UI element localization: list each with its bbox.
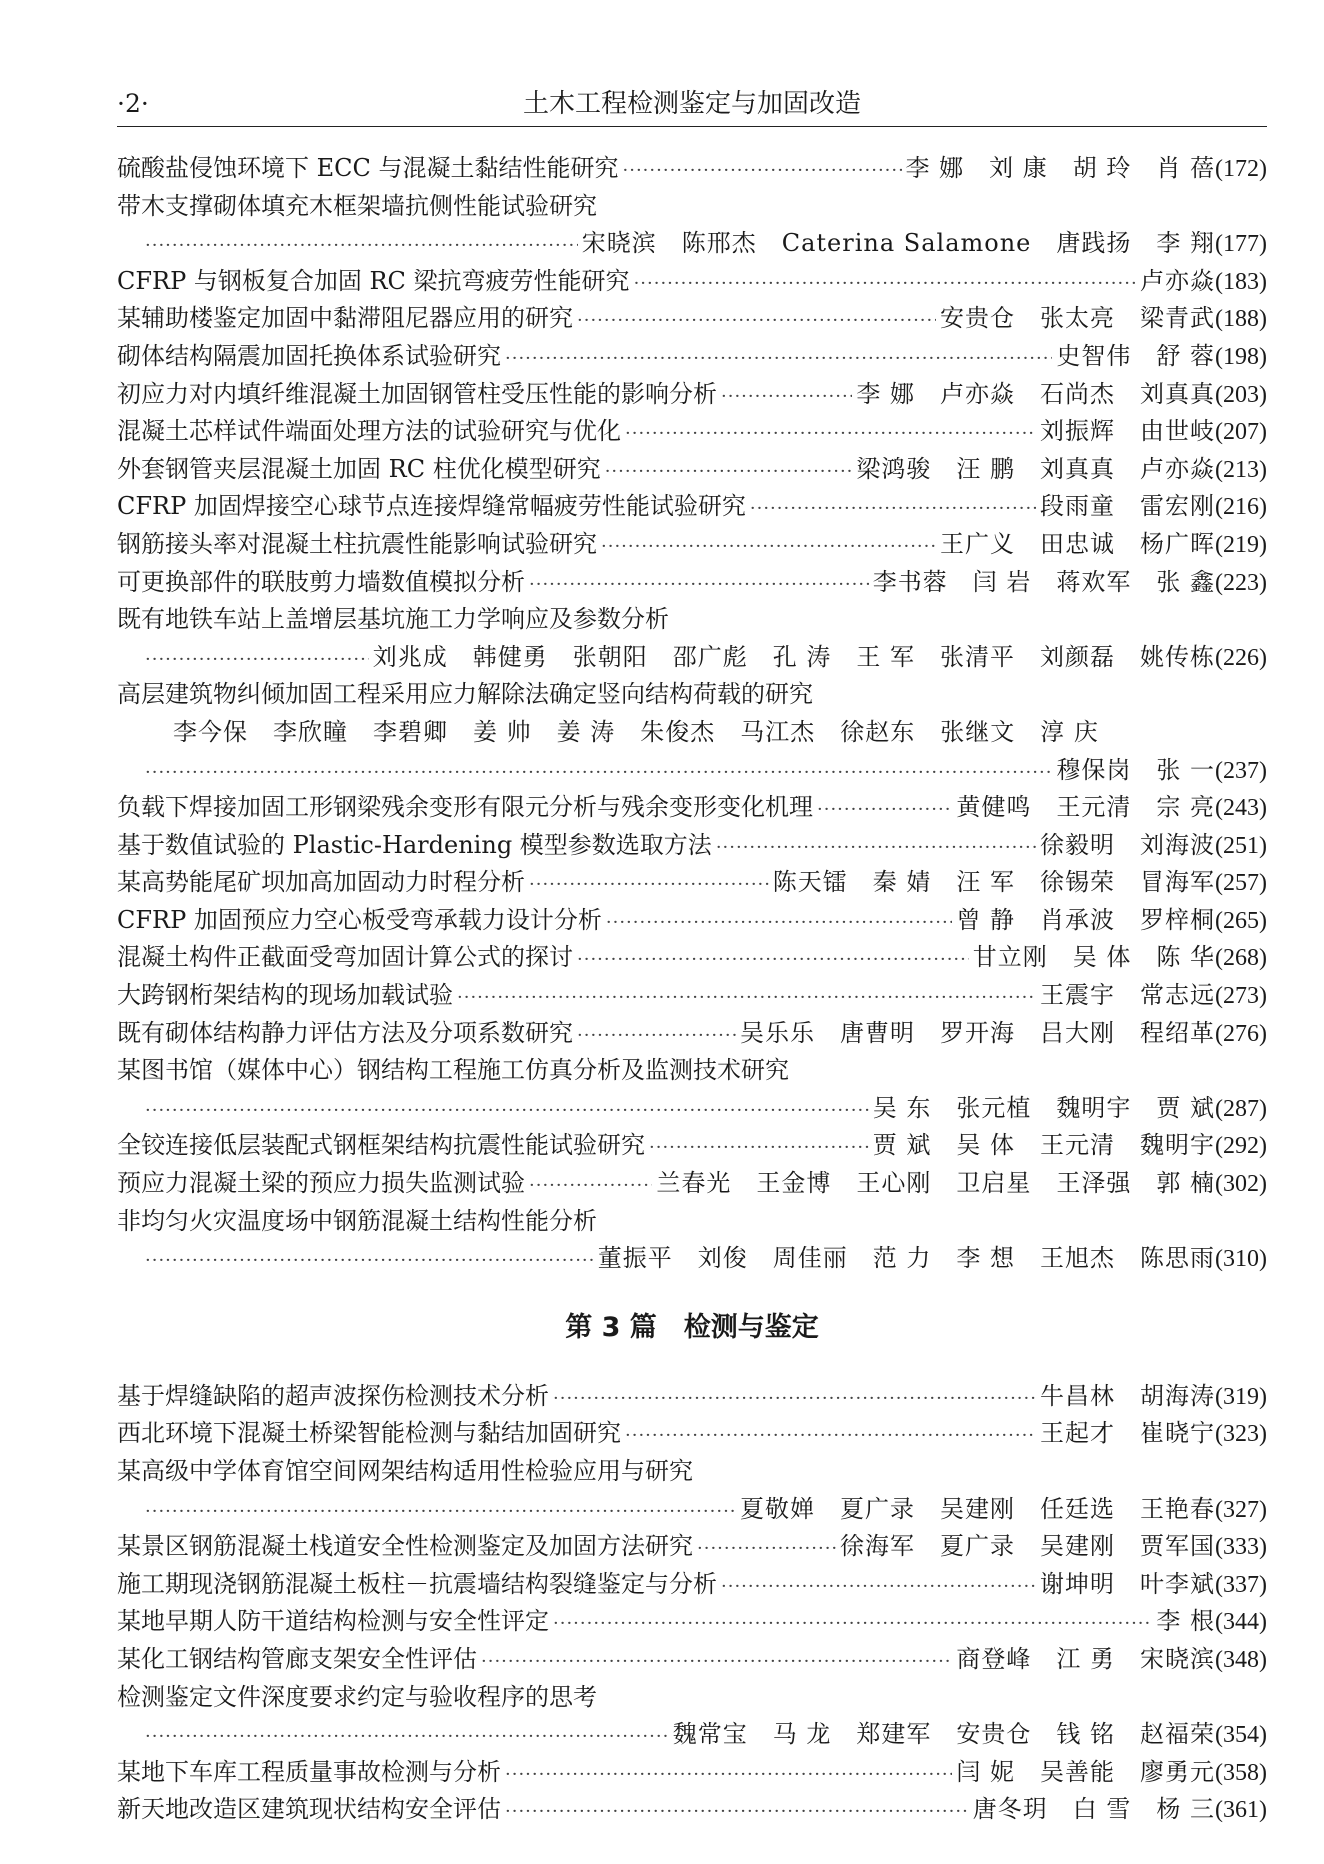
toc-entry — [117, 225, 1267, 263]
entry-page: (344) — [1215, 1609, 1267, 1636]
dot-leader — [553, 1605, 1152, 1643]
entry-page: (177) — [1215, 231, 1267, 258]
entry-title: 检测鉴定文件深度要求约定与验收程序的思考 — [117, 1682, 597, 1711]
dot-leader — [577, 1017, 736, 1055]
dot-leader — [553, 1380, 1036, 1418]
entry-title: 施工期现浇钢筋混凝土板柱－抗震墙结构裂缝鉴定与分析 — [117, 1569, 717, 1598]
toc-entry — [117, 902, 1267, 940]
entry-title: 预应力混凝土梁的预应力损失监测试验 — [117, 1169, 525, 1198]
entry-page: (276) — [1215, 1020, 1267, 1047]
dot-leader — [577, 941, 969, 979]
entry-title: 非均匀火灾温度场中钢筋混凝土结构性能分析 — [117, 1206, 597, 1235]
entry-title: 可更换部件的联肢剪力墙数值模拟分析 — [117, 567, 525, 596]
toc-entry — [117, 1203, 1267, 1241]
entry-title: 全铰连接低层装配式钢框架结构抗震性能试验研究 — [117, 1131, 645, 1160]
toc-entry — [117, 300, 1267, 338]
dot-leader — [505, 340, 1052, 378]
entry-page: (188) — [1215, 306, 1267, 333]
dot-leader — [605, 453, 853, 491]
entry-title: 高层建筑物纠倾加固工程采用应力解除法确定竖向结构荷载的研究 — [117, 680, 813, 709]
entry-page: (319) — [1215, 1383, 1267, 1410]
toc-entry — [117, 1090, 1267, 1128]
entry-authors: 梁鸿骏 汪 鹏 刘真真 卢亦焱 — [856, 454, 1216, 483]
dot-leader — [577, 302, 936, 340]
toc-entry — [117, 1453, 1267, 1491]
entry-title: 混凝土构件正截面受弯加固计算公式的探讨 — [117, 943, 573, 972]
toc-part-3 — [117, 1378, 1267, 1829]
entry-title: 某景区钢筋混凝土栈道安全性检测鉴定及加固方法研究 — [117, 1532, 693, 1561]
entry-title: 某化工钢结构管廊支架安全性评估 — [117, 1644, 477, 1673]
entry-authors: 闫 妮 吴善能 廖勇元 — [956, 1757, 1216, 1786]
entry-authors: 贾 斌 吴 体 王元清 魏明宇 — [872, 1131, 1216, 1160]
toc-entry — [117, 714, 1267, 752]
toc-entry — [117, 1378, 1267, 1416]
toc-entry — [117, 1641, 1267, 1679]
entry-authors: 李 娜 卢亦焱 石尚杰 刘真真 — [856, 379, 1216, 408]
toc-entry — [117, 1127, 1267, 1165]
entry-authors: 安贵仓 张太亮 梁青武 — [940, 304, 1216, 333]
toc-entry — [117, 1754, 1267, 1792]
dot-leader — [721, 1568, 1036, 1606]
journal-title: 土木工程检测鉴定与加固改造 — [522, 89, 861, 119]
toc-entry — [117, 1165, 1267, 1203]
toc-entry — [117, 1679, 1267, 1717]
entry-title: 带木支撑砌体填充木框架墙抗侧性能试验研究 — [117, 191, 597, 220]
entry-title: 新天地改造区建筑现状结构安全评估 — [117, 1795, 501, 1824]
entry-page: (273) — [1215, 983, 1267, 1010]
entry-authors: 李 娜 刘 康 胡 玲 肖 蓓 — [905, 154, 1216, 182]
entry-authors: 李今保 李欣瞳 李碧卿 姜 帅 姜 涛 朱俊杰 马江杰 徐赵东 张继文 淳 庆 — [173, 717, 1099, 746]
toc-entry — [117, 1491, 1267, 1529]
entry-authors: 董振平 刘俊 周佳丽 范 力 李 想 王旭杰 陈思雨 — [597, 1244, 1216, 1273]
entry-title: 初应力对内填纤维混凝土加固钢管柱受压性能的影响分析 — [117, 379, 717, 408]
entry-page: (172) — [1215, 156, 1267, 182]
dot-leader — [601, 528, 936, 566]
entry-authors: 史智伟 舒 蓉 — [1056, 341, 1216, 370]
dot-leader — [145, 1242, 594, 1280]
toc-entry — [117, 789, 1267, 827]
toc-entry — [117, 977, 1267, 1015]
entry-title: 西北环境下混凝土桥梁智能检测与黏结加固研究 — [117, 1419, 621, 1448]
dot-leader — [625, 415, 1036, 453]
entry-page: (251) — [1215, 832, 1267, 859]
dot-leader — [625, 1417, 1036, 1455]
toc-entry — [117, 150, 1267, 188]
entry-authors: 王震宇 常志远 — [1040, 981, 1216, 1010]
dot-leader — [145, 227, 578, 265]
entry-authors: 魏常宝 马 龙 郑建军 安贵仓 钱 铭 赵福荣 — [672, 1720, 1216, 1749]
entry-authors: 王广义 田忠诚 杨广晖 — [940, 529, 1216, 558]
entry-authors: 兰春光 王金博 王心刚 卫启星 王泽强 郭 楠 — [656, 1169, 1216, 1198]
dot-leader — [481, 1643, 952, 1681]
entry-authors: 徐毅明 刘海波 — [1040, 830, 1216, 859]
toc-entry — [117, 1528, 1267, 1566]
entry-page: (226) — [1215, 644, 1267, 671]
toc-entry — [117, 939, 1267, 977]
entry-authors: 吴 东 张元植 魏明宇 贾 斌 — [872, 1093, 1216, 1122]
toc-entry — [117, 1052, 1267, 1090]
entry-page: (323) — [1215, 1421, 1267, 1448]
entry-page: (310) — [1215, 1246, 1267, 1273]
entry-authors: 甘立刚 吴 体 陈 华 — [972, 943, 1216, 972]
toc-entry — [117, 526, 1267, 564]
entry-page: (198) — [1215, 343, 1267, 370]
entry-authors: 夏敬婵 夏广录 吴建刚 任廷选 王艳春 — [740, 1494, 1216, 1523]
entry-page: (237) — [1215, 757, 1267, 784]
entry-authors: 刘振辉 由世岐 — [1040, 417, 1216, 446]
entry-page: (207) — [1215, 419, 1267, 446]
toc-entry — [117, 263, 1267, 301]
toc-entry — [117, 1716, 1267, 1754]
entry-title: 某高势能尾矿坝加高加固动力时程分析 — [117, 868, 525, 897]
entry-page: (223) — [1215, 569, 1267, 596]
dot-leader — [623, 152, 902, 190]
entry-page: (327) — [1215, 1496, 1267, 1523]
toc-entry — [117, 188, 1267, 226]
entry-title: 既有砌体结构静力评估方法及分项系数研究 — [117, 1018, 573, 1047]
entry-page: (268) — [1215, 945, 1267, 972]
dot-leader — [457, 979, 1036, 1017]
entry-title: 钢筋接头率对混凝土柱抗震性能影响试验研究 — [117, 529, 597, 558]
toc-entry — [117, 1791, 1267, 1829]
toc-entry — [117, 752, 1267, 790]
entry-title: 某高级中学体育馆空间网架结构适用性检验应用与研究 — [117, 1457, 693, 1485]
entry-page: (265) — [1215, 907, 1267, 934]
entry-page: (213) — [1215, 456, 1267, 483]
entry-page: (219) — [1215, 531, 1267, 558]
entry-page: (183) — [1215, 268, 1267, 295]
entry-authors: 商登峰 江 勇 宋晓滨 — [956, 1644, 1216, 1673]
entry-title: 某图书馆（媒体中心）钢结构工程施工仿真分析及监测技术研究 — [117, 1056, 789, 1085]
dot-leader — [145, 754, 1052, 792]
entry-authors: 李 根 — [1156, 1607, 1216, 1636]
dot-leader — [505, 1793, 969, 1831]
entry-title: CFRP 与钢板复合加固 RC 梁抗弯疲劳性能研究 — [117, 266, 630, 295]
entry-authors: 徐海军 夏广录 吴建刚 贾军国 — [840, 1532, 1216, 1561]
entry-page: (358) — [1215, 1759, 1267, 1786]
entry-page: (361) — [1215, 1797, 1267, 1824]
dot-leader — [529, 1167, 652, 1205]
entry-title: 某地下车库工程质量事故检测与分析 — [117, 1757, 501, 1786]
dot-leader — [529, 866, 769, 904]
entry-title: 混凝土芯样试件端面处理方法的试验研究与优化 — [117, 417, 621, 446]
dot-leader — [606, 904, 953, 942]
dot-leader — [634, 265, 1136, 303]
dot-leader — [721, 378, 852, 416]
dot-leader — [145, 1493, 736, 1531]
entry-title: 某辅助楼鉴定加固中黏滞阻尼器应用的研究 — [117, 304, 573, 333]
dot-leader — [145, 641, 369, 679]
toc-entry — [117, 864, 1267, 902]
entry-page: (348) — [1215, 1646, 1267, 1673]
dot-leader — [817, 791, 952, 829]
toc-entry — [117, 376, 1267, 414]
entry-authors: 陈天镭 秦 婧 汪 军 徐锡荣 冒海军 — [772, 868, 1216, 897]
entry-page: (243) — [1215, 795, 1267, 822]
entry-page: (302) — [1215, 1171, 1267, 1198]
entry-title: CFRP 加固预应力空心板受弯承载力设计分析 — [117, 905, 602, 934]
toc-entry — [117, 338, 1267, 376]
entry-title: 既有地铁车站上盖增层基坑施工力学响应及参数分析 — [117, 605, 669, 634]
toc-entry — [117, 827, 1267, 865]
entry-authors: 王起才 崔晓宁 — [1040, 1419, 1216, 1448]
dot-leader — [750, 490, 1036, 528]
entry-page: (292) — [1215, 1133, 1267, 1160]
entry-title: 硫酸盐侵蚀环境下 ECC 与混凝土黏结性能研究 — [117, 154, 619, 182]
entry-authors: 黄健鸣 王元清 宗 亮 — [956, 793, 1216, 822]
entry-title: 某地早期人防干道结构检测与安全性评定 — [117, 1607, 549, 1636]
toc-entry — [117, 1015, 1267, 1053]
entry-title: 砌体结构隔震加固托换体系试验研究 — [117, 341, 501, 370]
toc-entry — [117, 601, 1267, 639]
entry-page: (337) — [1215, 1571, 1267, 1598]
entry-title: 大跨钢桁架结构的现场加载试验 — [117, 981, 453, 1010]
entry-authors: 牛昌林 胡海涛 — [1040, 1381, 1216, 1410]
entry-authors: 宋晓滨 陈邢杰 Caterina Salamone 唐践扬 李 翔 — [581, 229, 1216, 258]
entry-authors: 刘兆成 韩健勇 张朝阳 邵广彪 孔 涛 王 军 张清平 刘颜磊 姚传栋 — [372, 642, 1216, 671]
dot-leader — [505, 1756, 952, 1794]
toc-entry — [117, 413, 1267, 451]
dot-leader — [145, 1718, 669, 1756]
entry-authors: 李书蓉 闫 岩 蒋欢军 张 鑫 — [872, 567, 1216, 596]
entry-page: (203) — [1215, 381, 1267, 408]
entry-authors: 谢坤明 叶李斌 — [1040, 1569, 1216, 1598]
entry-title: 外套钢管夹层混凝土加固 RC 柱优化模型研究 — [117, 454, 601, 483]
entry-authors: 卢亦焱 — [1140, 266, 1216, 295]
toc-entry — [117, 1566, 1267, 1604]
dot-leader — [529, 566, 869, 604]
toc-entry — [117, 1415, 1267, 1453]
entry-page: (257) — [1215, 870, 1267, 897]
toc-entry — [117, 639, 1267, 677]
entry-title: 负载下焊接加固工形钢梁残余变形有限元分析与残余变形变化机理 — [117, 793, 813, 822]
page-header — [117, 82, 1267, 127]
entry-authors: 段雨童 雷宏刚 — [1040, 492, 1216, 521]
entry-page: (333) — [1215, 1534, 1267, 1561]
entry-page: (354) — [1215, 1722, 1267, 1749]
dot-leader — [716, 829, 1036, 867]
dot-leader — [145, 1092, 869, 1130]
entry-authors: 曾 静 肖承波 罗梓桐 — [956, 905, 1216, 934]
entry-authors: 唐冬玥 白 雪 杨 三 — [972, 1795, 1216, 1824]
toc-entry — [117, 564, 1267, 602]
table-of-contents — [117, 150, 1267, 1829]
entry-authors: 吴乐乐 唐曹明 罗开海 吕大刚 程绍革 — [740, 1018, 1216, 1047]
entry-authors: 穆保岗 张 一 — [1056, 755, 1216, 784]
section-title: 第 3 篇 检测与鉴定 — [565, 1311, 819, 1343]
toc-entry — [117, 676, 1267, 714]
toc-entry — [117, 451, 1267, 489]
dot-leader — [697, 1530, 836, 1568]
toc-entry — [117, 1603, 1267, 1641]
entry-title: CFRP 加固焊接空心球节点连接焊缝常幅疲劳性能试验研究 — [117, 492, 746, 521]
dot-leader — [649, 1129, 869, 1167]
page-number: ·2· — [117, 89, 149, 118]
toc-part-2-continued — [117, 150, 1267, 1278]
toc-entry — [117, 1240, 1267, 1278]
entry-title: 基于数值试验的 Plastic-Hardening 模型参数选取方法 — [117, 830, 712, 859]
entry-page: (216) — [1215, 494, 1267, 521]
toc-entry — [117, 488, 1267, 526]
entry-title: 基于焊缝缺陷的超声波探伤检测技术分析 — [117, 1381, 549, 1410]
entry-page: (287) — [1215, 1095, 1267, 1122]
